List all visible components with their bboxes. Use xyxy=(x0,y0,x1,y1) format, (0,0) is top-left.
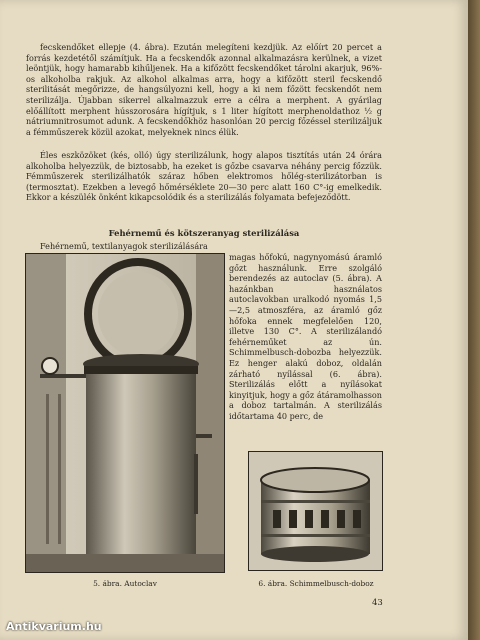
book-edge xyxy=(468,0,480,640)
paragraph: magas hőfokú, nagynyomású áramló gőzt használunk. Erre szolgáló berendezés az autoclav (5. ábra). A hazánkban használatos autoclavokban uralkodó nyomás 1,5—2,5 atmoszféra, az áramló gőz hőfoka ennek megfelelően 120, illetve 130 C°. A sterilizálandó fehérneműket az ún. Schimmelbusch-dobozba helyezzük. Ez henger alakú doboz, oldalán zárható nyílással (6. ábra). Sterilizálás előtt a nyílásokat kinyitjuk, hogy a gőz átáramolhasson a doboz tartalmán. A sterilizálás időtartama 40 perc, de xyxy=(229,252,382,421)
section-heading: Fehérnemű és kötszeranyag sterilizálása xyxy=(108,228,300,238)
page-number: 43 xyxy=(372,598,383,608)
paragraph-block-2 xyxy=(26,150,382,203)
schimmelbusch-photo xyxy=(249,452,382,570)
intro-text: Fehérnemű, textilanyagok sterilizálására xyxy=(40,241,208,251)
intro-line xyxy=(26,241,382,252)
autoclav-photo xyxy=(26,254,224,572)
caption-fig6: 6. ábra. Schimmelbusch-doboz xyxy=(258,579,374,588)
drum-illustration xyxy=(249,452,382,570)
autoclav-illustration xyxy=(26,254,224,572)
watermark: Antikvarium.hu xyxy=(6,620,102,633)
paragraph-block-1 xyxy=(26,42,382,137)
paragraph: Éles eszközöket (kés, olló) úgy sterilizálunk, hogy alapos tisztítás után 24 órára alkoholba helyezzük, de biztosabb, ha ezeket is gőzbe csavarva néhány percig főzzük. Fémműszerek sterilizálhatók száraz hőben elektromos hőlég-sterilizátorban is (termosztat). Ezekben a levegő hőmérséklete 20—30 perc alatt 160 C°-ig emelkedik. Ekkor a készülék önként kikapcsolódik és a sterilizálás folyamata befejeződött. xyxy=(26,150,382,203)
text-column xyxy=(229,252,382,422)
caption-fig5: 5. ábra. Autoclav xyxy=(93,579,157,588)
paragraph: fecskendőket ellepje (4. ábra). Ezután melegíteni kezdjük. Az előírt 20 percet a forrás kezdetétől számítjuk. Ha a fecskendők azonnal alkalmazásra kerülnek, a vizet leöntjük, hogy hamarabb kihűljenek. Ha a kifőzött fecskendőket tárolni akarjuk, 96%-os alkoholba rakjuk. Az alkohol alkalmas arra, hogy a kifőzött steril fecskendő sterilitását megőrizze, de hangsúlyozni kell, hogy a ki nem főzött fecskendőt nem sterilizálja. Újabban sikerrel alkalmazzuk erre a célra a merphent. A gyárilag előállított merphent hússzorosára hígítjuk, s 1 liter hígított merphenoldathoz ½ g nátriumnitrosumot adunk. A fecskendőkhöz hasonlóan 20 percig főzéssel sterilizáljuk a fémműszerek közül azokat, melyeknek nincs élük. xyxy=(26,42,382,137)
